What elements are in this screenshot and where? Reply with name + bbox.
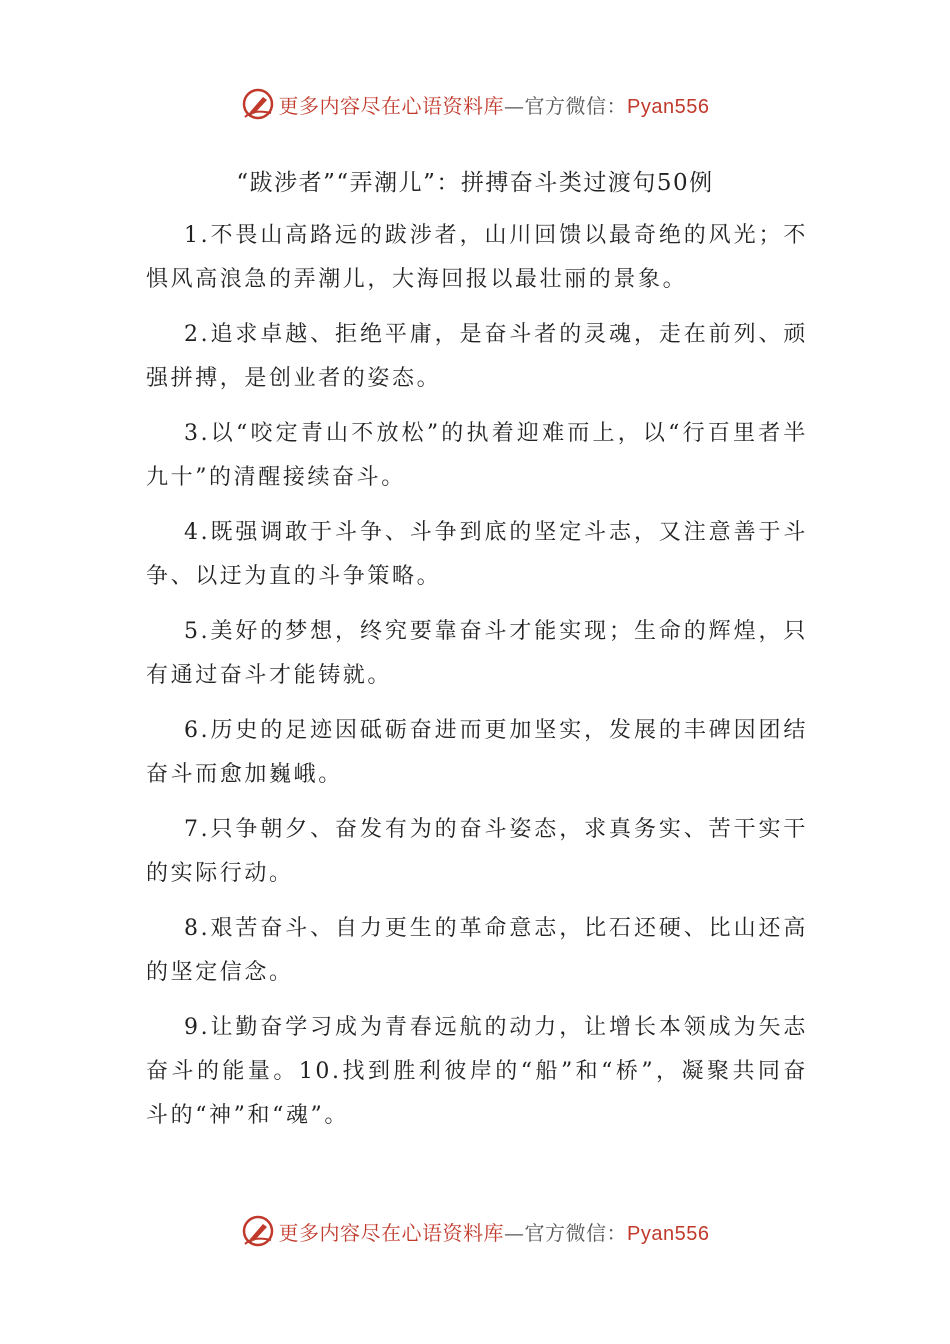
document-title: “跋涉者”“弄潮儿”：拼搏奋斗类过渡句50例 <box>236 170 714 196</box>
banner-official-label: 官方微信： <box>524 93 628 118</box>
paragraph-5: 5.美好的梦想，终究要靠奋斗才能实现；生命的辉煌，只有通过奋斗才能铸就。 <box>146 619 808 688</box>
paragraph-7: 7.只争朝夕、奋发有为的奋斗姿态，求真务实、苦干实干的实际行动。 <box>146 817 808 886</box>
banner-official-label: 官方微信： <box>524 1220 628 1245</box>
paragraph-6: 6.历史的足迹因砥砺奋进而更加坚实，发展的丰碑因团结奋斗而愈加巍峨。 <box>146 718 808 787</box>
paragraph-2: 2.追求卓越、拒绝平庸，是奋斗者的灵魂，走在前列、顽强拼搏，是创业者的姿态。 <box>146 322 808 391</box>
paragraph-1: 1.不畏山高路远的跋涉者，山川回馈以最奇绝的风光；不惧风高浪急的弄潮儿，大海回报以最壮丽的景象。 <box>146 223 808 292</box>
paragraph-8: 8.艰苦奋斗、自力更生的革命意志，比石还硬、比山还高的坚定信念。 <box>146 916 808 985</box>
pen-logo-icon <box>241 87 275 121</box>
paragraph-9: 9.让勤奋学习成为青春远航的动力，让增长本领成为矢志奋斗的能量。10.找到胜利彼岸的“船”和“桥”，凝聚共同奋斗的“神”和“魂”。 <box>146 1015 808 1128</box>
footer-banner <box>0 1211 950 1251</box>
pen-logo-icon <box>241 1214 275 1248</box>
document-body <box>146 214 808 1149</box>
banner-text <box>279 1217 710 1246</box>
banner-text <box>279 90 710 119</box>
paragraph-3: 3.以“咬定青山不放松”的执着迎难而上，以“行百里者半九十”的清醒接续奋斗。 <box>146 421 808 490</box>
banner-brand: 更多内容尽在心语资料库 <box>278 93 505 118</box>
paragraph-4: 4.既强调敢于斗争、斗争到底的坚定斗志，又注意善于斗争、以迂为直的斗争策略。 <box>146 520 808 589</box>
banner-dash: — <box>504 93 525 118</box>
banner-brand: 更多内容尽在心语资料库 <box>278 1220 505 1245</box>
banner-wechat-id: Pyan556 <box>627 1222 710 1245</box>
banner-wechat-id: Pyan556 <box>627 95 710 118</box>
header-banner <box>0 84 950 124</box>
banner-dash: — <box>504 1220 525 1245</box>
